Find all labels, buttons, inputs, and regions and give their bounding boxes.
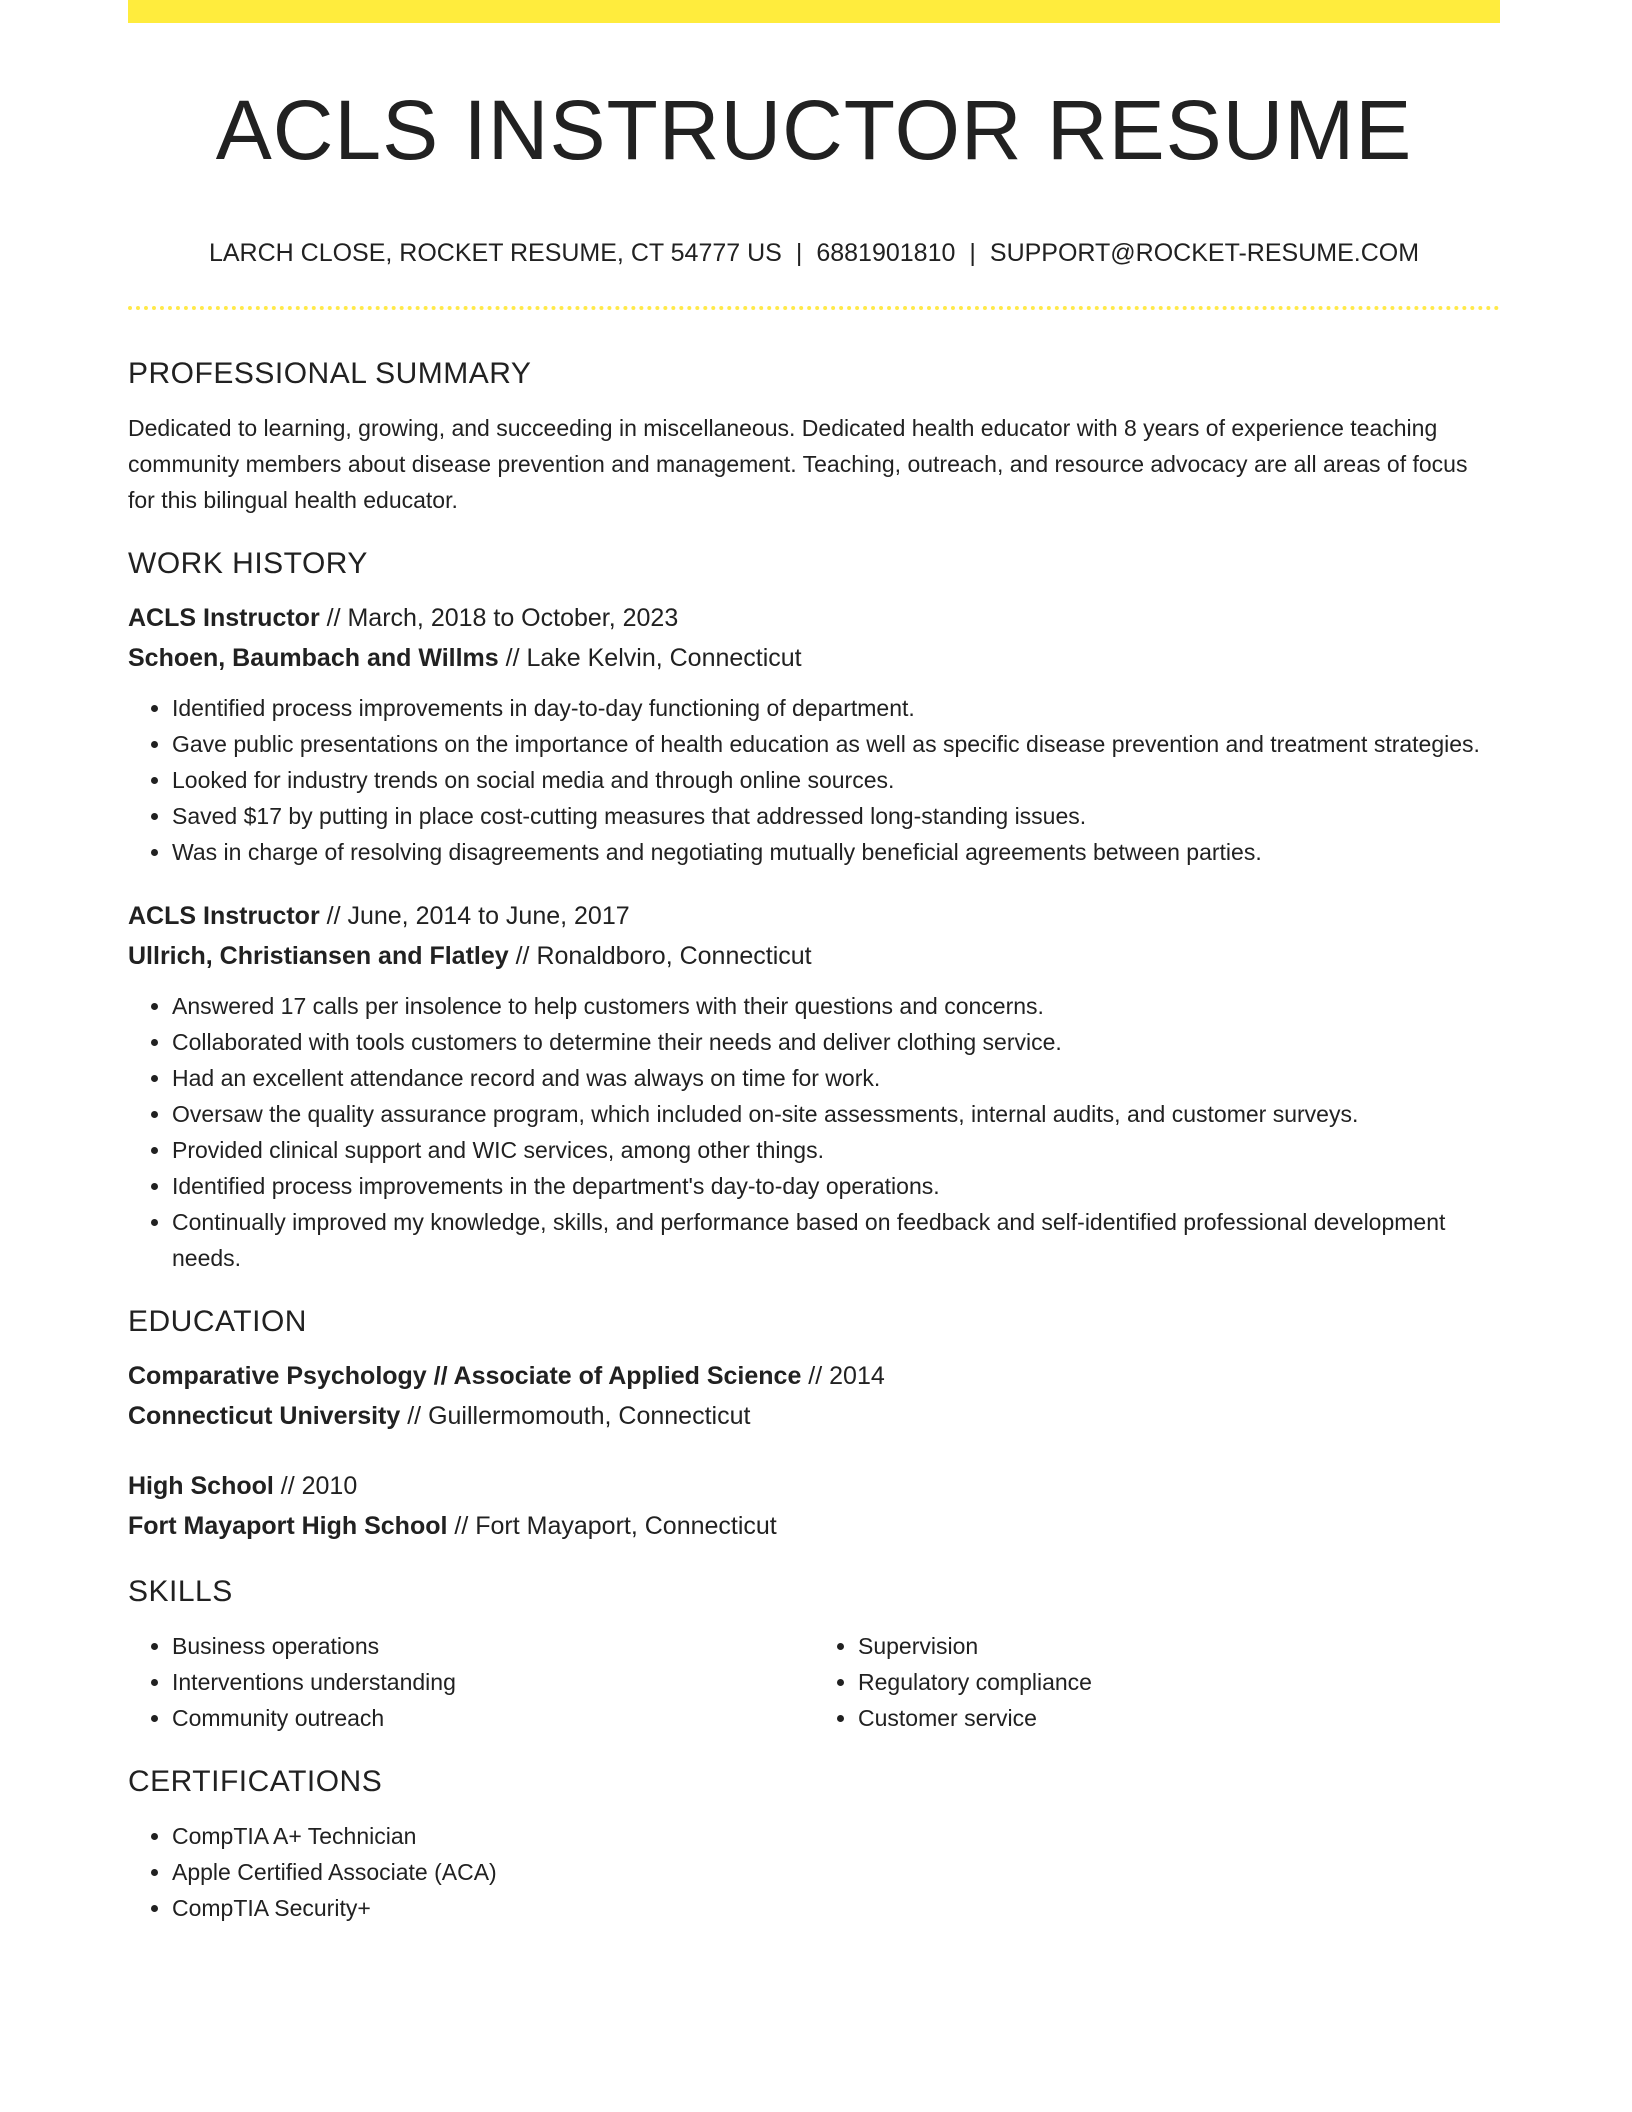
- certifications-list: [128, 1818, 1500, 1926]
- job-bullet: • Was in charge of resolving disagreements and negotiating mutually beneficial agreements between parties.: [172, 834, 1500, 870]
- job-bullet: • Collaborated with tools customers to determine their needs and deliver clothing service.: [172, 1024, 1500, 1060]
- job-dates: // June, 2014 to June, 2017: [319, 902, 630, 930]
- job-bullet: • Oversaw the quality assurance program, which included on-site assessments, internal audits, and customer surveys.: [172, 1096, 1500, 1132]
- contact-line: [128, 236, 1500, 270]
- education-year: // 2010: [273, 1472, 358, 1500]
- job-bullet: • Gave public presentations on the importance of health education as well as specific disease prevention and treatment strategies.: [172, 726, 1500, 762]
- skills-heading: SKILLS: [128, 1575, 233, 1608]
- dotted-divider: [128, 306, 1500, 310]
- certifications-section: [128, 1758, 1500, 1926]
- page-title: ACLS INSTRUCTOR RESUME: [215, 83, 1413, 177]
- job-bullet: • Continually improved my knowledge, skills, and performance based on feedback and self-identified professional development needs.: [172, 1204, 1500, 1276]
- job-location: // Ronaldboro, Connecticut: [508, 942, 812, 970]
- job-bullet: • Had an excellent attendance record and was always on time for work.: [172, 1060, 1500, 1096]
- job-bullet: • Identified process improvements in the department's day-to-day operations.: [172, 1168, 1500, 1204]
- education-school-line: [128, 1396, 1500, 1436]
- job-bullets: [128, 988, 1500, 1276]
- job-company-line: [128, 936, 1500, 976]
- education-location: // Fort Mayaport, Connecticut: [447, 1512, 777, 1540]
- summary-text: Dedicated to learning, growing, and succeeding in miscellaneous. Dedicated health educator with 8 years of experience teaching community members about disease prevention and management. Teaching, outreach, and resource advocacy are all areas of focus for this bilingual health educator.: [128, 415, 1468, 513]
- job-title: ACLS Instructor: [128, 902, 320, 930]
- job-entry: [128, 598, 1500, 870]
- job-company: Ullrich, Christiansen and Flatley: [128, 942, 509, 970]
- job-title: ACLS Instructor: [128, 604, 320, 632]
- education-section: [128, 1298, 1500, 1546]
- certification-item: • Apple Certified Associate (ACA): [172, 1854, 1500, 1890]
- certifications-heading: CERTIFICATIONS: [128, 1765, 383, 1798]
- certification-item: • CompTIA Security+: [172, 1890, 1500, 1926]
- education-entry: [128, 1356, 1500, 1436]
- education-degree: High School: [128, 1472, 274, 1500]
- contact-email: SUPPORT@ROCKET-RESUME.COM: [989, 239, 1420, 267]
- skill-item: • Community outreach: [172, 1700, 814, 1736]
- contact-separator: |: [969, 239, 976, 267]
- job-dates: // March, 2018 to October, 2023: [319, 604, 679, 632]
- summary-heading: PROFESSIONAL SUMMARY: [128, 357, 532, 390]
- skill-item: • Regulatory compliance: [858, 1664, 1500, 1700]
- education-heading: EDUCATION: [128, 1305, 307, 1338]
- education-degree-line: [128, 1356, 1500, 1396]
- skills-columns: [128, 1628, 1500, 1736]
- job-title-line: [128, 896, 1500, 936]
- job-bullet: • Looked for industry trends on social media and through online sources.: [172, 762, 1500, 798]
- contact-separator: |: [795, 239, 803, 267]
- work-history-section: [128, 540, 1500, 1276]
- skills-section: [128, 1568, 1500, 1736]
- skill-item: • Customer service: [858, 1700, 1500, 1736]
- job-entry: [128, 896, 1500, 1276]
- education-school: Connecticut University: [128, 1402, 401, 1430]
- job-location: // Lake Kelvin, Connecticut: [498, 644, 802, 672]
- skill-item: • Business operations: [172, 1628, 814, 1664]
- education-entry: [128, 1466, 1500, 1546]
- contact-address: LARCH CLOSE, ROCKET RESUME, CT 54777 US: [208, 239, 782, 267]
- job-bullets: [128, 690, 1500, 870]
- main-sections: [128, 350, 1500, 1926]
- job-bullet: • Identified process improvements in day-to-day functioning of department.: [172, 690, 1500, 726]
- accent-bar: [128, 0, 1500, 23]
- job-company: Schoen, Baumbach and Willms: [128, 644, 499, 672]
- education-degree: Comparative Psychology // Associate of Applied Science: [128, 1362, 802, 1390]
- skill-item: • Supervision: [858, 1628, 1500, 1664]
- job-bullet: • Provided clinical support and WIC services, among other things.: [172, 1132, 1500, 1168]
- job-company-line: [128, 638, 1500, 678]
- education-year: // 2014: [801, 1362, 885, 1390]
- job-title-line: [128, 598, 1500, 638]
- certification-item: • CompTIA A+ Technician: [172, 1818, 1500, 1854]
- skill-item: • Interventions understanding: [172, 1664, 814, 1700]
- education-school: Fort Mayaport High School: [128, 1512, 448, 1540]
- skills-list-left: [128, 1628, 814, 1736]
- education-degree-line: [128, 1466, 1500, 1506]
- contact-phone: 6881901810: [816, 239, 956, 267]
- job-bullet: • Saved $17 by putting in place cost-cutting measures that addressed long-standing issues.: [172, 798, 1500, 834]
- work-history-heading: WORK HISTORY: [128, 547, 368, 580]
- education-school-line: [128, 1506, 1500, 1546]
- summary-section: [128, 350, 1500, 518]
- education-location: // Guillermomouth, Connecticut: [400, 1402, 751, 1430]
- skills-list-right: [814, 1628, 1500, 1736]
- job-bullet: • Answered 17 calls per insolence to help customers with their questions and concerns.: [172, 988, 1500, 1024]
